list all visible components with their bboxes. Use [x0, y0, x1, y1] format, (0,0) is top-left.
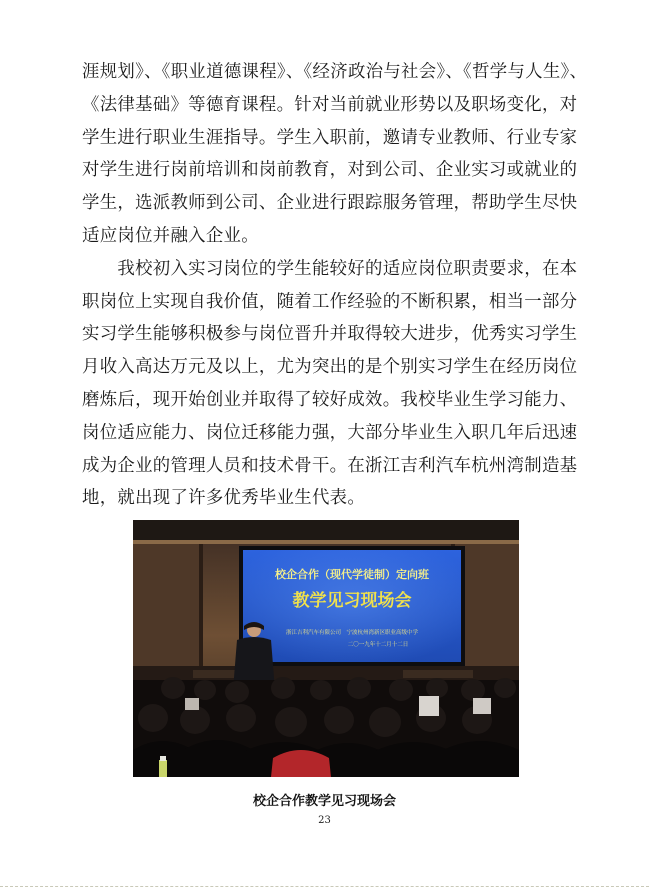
text-line: 适应岗位并融入企业。	[82, 225, 259, 246]
text-line: 涯规划》、《职业道德课程》、《经济政治与社会》、《哲学与人生》、	[82, 62, 588, 82]
text-line: 《法律基础》等德育课程。针对当前就业形势以及职场变化，对	[82, 94, 578, 115]
text-line: 学生进行职业生涯指导。学生入职前，邀请专业教师、行业专家	[82, 127, 578, 148]
left-wall-panel	[133, 544, 203, 684]
screen-title: 校企合作（现代学徒制）定向班	[275, 568, 429, 581]
text-line: 我校初入实习岗位的学生能较好的适应岗位职责要求，在本	[82, 258, 578, 279]
paragraph-1	[82, 56, 588, 253]
text-line: 成为企业的管理人员和技术骨干。在浙江吉利汽车杭州湾制造基	[82, 455, 578, 476]
text-line: 对学生进行岗前培训和岗前教育，对到公司、企业实习或就业的	[82, 160, 578, 181]
screen-subtitle: 教学见习现场会	[292, 591, 412, 611]
screen-line-2: 二〇一九年十二月十二日	[347, 642, 409, 648]
ceiling	[133, 520, 519, 542]
text-line: 磨炼后，现开始创业并取得了较好成效。我校毕业生学习能力、	[82, 389, 578, 410]
white-shirt	[473, 698, 491, 714]
ceiling-trim	[133, 540, 519, 544]
screen-line-1: 浙江吉利汽车有限公司 宁波杭州湾新区职业高级中学	[285, 630, 419, 636]
text-line: 月收入高达万元及以上，尤为突出的是个别实习学生在经历岗位	[82, 357, 578, 378]
event-photo	[133, 520, 519, 777]
body-text	[82, 56, 588, 515]
text-line: 职岗位上实现自我价值，随着工作经验的不断积累，相当一部分	[82, 291, 578, 312]
text-line: 实习学生能够积极参与岗位晋升并取得较大进步，优秀实习学生	[82, 324, 578, 345]
text-line: 地，就出现了许多优秀毕业生代表。	[82, 488, 366, 509]
text-line: 学生，选派教师到公司、企业进行跟踪服务管理，帮助学生尽快	[82, 193, 578, 214]
white-shirt	[185, 698, 199, 710]
paragraph-2	[82, 253, 577, 515]
page-number: 23	[318, 815, 331, 826]
page-bottom-rule	[0, 886, 649, 887]
white-shirt	[419, 696, 439, 716]
event-photo-illustration	[133, 520, 519, 777]
photo-caption: 校企合作教学见习现场会	[252, 794, 396, 809]
water-bottle	[159, 760, 167, 777]
text-line: 岗位适应能力、岗位迁移能力强，大部分毕业生入职几年后迅速	[82, 422, 578, 443]
